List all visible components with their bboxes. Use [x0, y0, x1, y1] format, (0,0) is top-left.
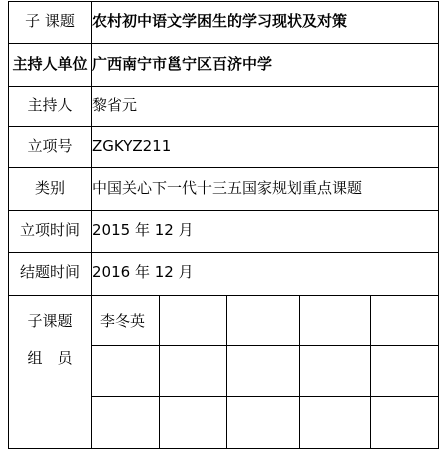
row-divider: [8, 126, 439, 127]
member-label-line1: 子课题: [27, 312, 73, 330]
member-column-divider: [226, 295, 227, 449]
member-column-divider: [370, 295, 371, 449]
approval-date-label: 立项时间: [19, 221, 80, 239]
member-row-divider: [91, 345, 439, 346]
row-divider: [8, 210, 439, 211]
host-label: 主持人: [27, 96, 73, 114]
member-label-line2: 组 员: [27, 349, 73, 367]
member-column-divider: [299, 295, 300, 449]
table-border-top: [8, 1, 439, 2]
subproject-label: 子 课题: [25, 12, 75, 30]
row-divider: [8, 295, 439, 296]
approval-date-value: 2015 年 12 月: [92, 221, 194, 239]
row-divider: [8, 43, 439, 44]
project-number-value: ZGKYZ211: [92, 137, 172, 155]
completion-date-label: 结题时间: [19, 263, 80, 281]
subproject-title: 农村初中语文学困生的学习现状及对策: [92, 12, 348, 30]
row-divider: [8, 86, 439, 87]
row-divider: [8, 167, 439, 168]
completion-date-value: 2016 年 12 月: [92, 263, 194, 281]
member-name: 李冬英: [100, 312, 146, 330]
row-divider: [8, 252, 439, 253]
member-row-divider: [91, 396, 439, 397]
project-number-label: 立项号: [27, 137, 73, 155]
category-value: 中国关心下一代十三五国家规划重点课题: [92, 179, 363, 197]
host-value: 黎省元: [92, 96, 138, 114]
category-label: 类别: [34, 179, 65, 197]
host-unit-label: 主持人单位: [12, 55, 88, 73]
member-column-divider: [159, 295, 160, 449]
table-border-bottom: [8, 448, 439, 449]
table-border-right: [438, 1, 439, 449]
host-unit-value: 广西南宁市邕宁区百济中学: [92, 55, 273, 73]
